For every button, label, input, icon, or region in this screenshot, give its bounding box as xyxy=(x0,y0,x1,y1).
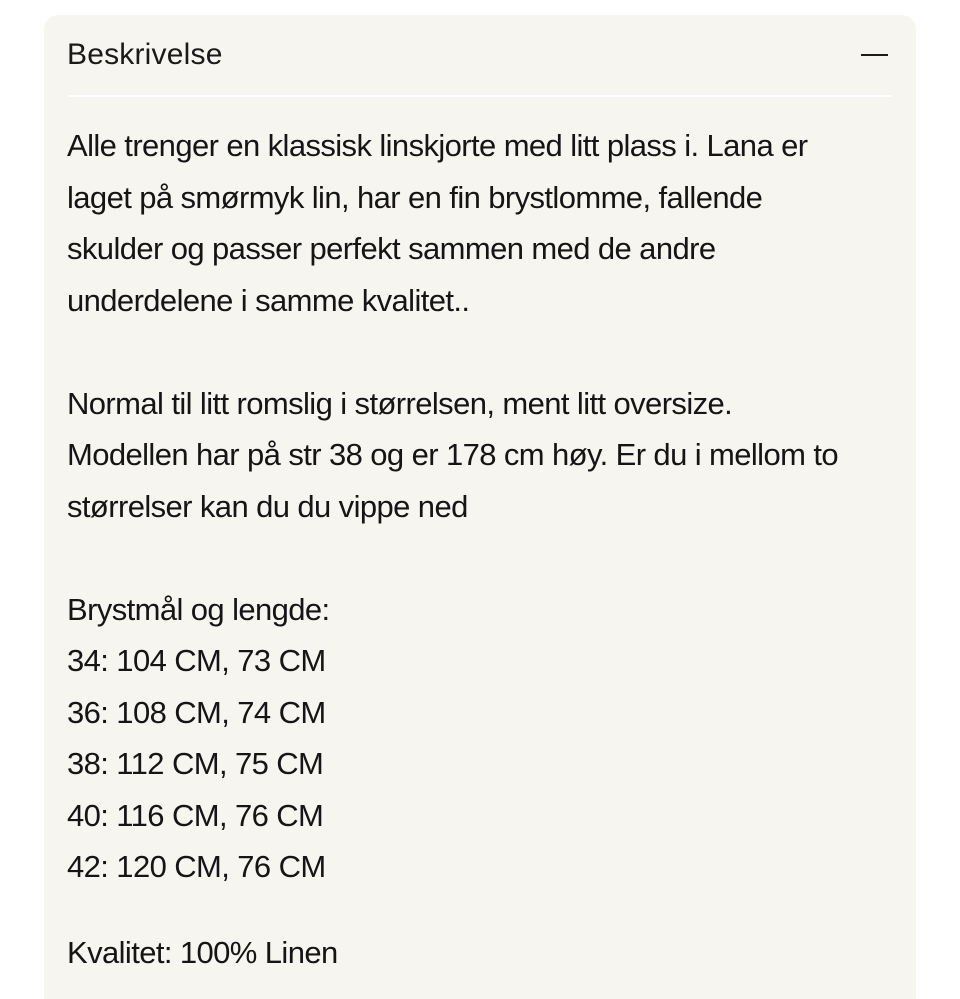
description-paragraph-sizing xyxy=(67,378,897,533)
description-paragraph-fit-intro xyxy=(67,120,897,326)
text-line: underdelene i samme kvalitet.. xyxy=(67,282,470,318)
text-line: laget på smørmyk lin, har en fin brystlomme, fallende xyxy=(67,179,763,215)
text-line: Normal til litt romslig i størrelsen, ment litt oversize. xyxy=(67,385,733,421)
paragraph-spacer xyxy=(67,532,897,584)
collapse-toggle-button[interactable] xyxy=(860,41,888,69)
accordion-header[interactable] xyxy=(44,15,916,95)
size-row: 34: 104 CM, 73 CM xyxy=(67,643,326,678)
text-line: størrelser kan du du vippe ned xyxy=(67,488,468,524)
size-row: 38: 112 CM, 75 CM xyxy=(67,746,324,781)
size-measurements xyxy=(67,584,897,893)
accordion-content xyxy=(67,120,897,978)
accordion-title: Beskrivelse xyxy=(67,38,223,71)
description-accordion xyxy=(44,15,916,999)
minus-icon xyxy=(861,54,888,56)
size-row: 36: 108 CM, 74 CM xyxy=(67,694,326,730)
quality-text: Kvalitet: 100% Linen xyxy=(67,934,338,970)
size-row: 42: 120 CM, 76 CM xyxy=(67,849,326,884)
text-line: Modellen har på str 38 og er 178 cm høy. Er du i mellom to xyxy=(67,437,838,472)
sizes-heading: Brystmål og lengde: xyxy=(67,591,330,627)
text-line: Alle trenger en klassisk linskjorte med litt plass i. Lana er xyxy=(67,128,808,163)
header-divider xyxy=(68,95,892,97)
paragraph-spacer xyxy=(67,326,897,378)
quality-info xyxy=(67,927,897,979)
text-line: skulder og passer perfekt sammen med de andre xyxy=(67,231,716,266)
paragraph-spacer xyxy=(67,893,897,927)
size-row: 40: 116 CM, 76 CM xyxy=(67,797,324,833)
